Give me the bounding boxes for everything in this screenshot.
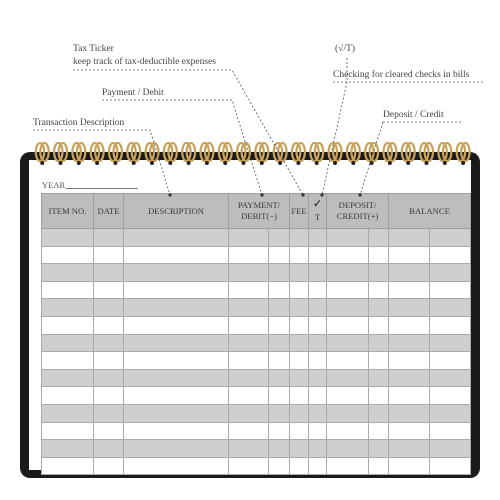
spiral-ring [457,143,470,165]
table-cell[interactable] [309,299,327,317]
table-cell[interactable] [229,264,269,282]
table-cell[interactable] [94,264,124,282]
spiral-ring [255,143,268,165]
table-cell[interactable] [327,457,369,475]
table-cell[interactable] [309,422,327,440]
spiral-ring [274,143,287,165]
table-cell[interactable] [269,229,290,247]
table-cell[interactable] [430,404,471,422]
table-cell[interactable] [369,229,389,247]
header-date: DATE [94,194,124,229]
table-row [42,422,471,440]
table-row [42,440,471,458]
table-cell[interactable] [327,404,369,422]
table-cell[interactable] [42,264,94,282]
header-payment-line2: DEBIT(−) [241,211,277,221]
table-row [42,299,471,317]
table-cell[interactable] [269,352,290,370]
table-cell[interactable] [327,440,369,458]
table-cell[interactable] [389,387,430,405]
table-cell[interactable] [269,404,290,422]
table-cell[interactable] [430,334,471,352]
table-cell[interactable] [327,281,369,299]
table-cell[interactable] [389,264,430,282]
table-row [42,352,471,370]
table-cell[interactable] [229,440,269,458]
table-cell[interactable] [309,229,327,247]
table-cell[interactable] [229,246,269,264]
table-cell[interactable] [369,281,389,299]
table-cell[interactable] [430,352,471,370]
table-cell[interactable] [290,440,309,458]
table-cell[interactable] [269,316,290,334]
spiral-ring [182,143,195,165]
header-balance: BALANCE [389,194,471,229]
table-cell[interactable] [42,440,94,458]
table-cell[interactable] [290,281,309,299]
tax-ticker-title: Tax Ticker [73,44,114,54]
table-cell[interactable] [290,334,309,352]
table-cell[interactable] [290,246,309,264]
table-cell[interactable] [269,281,290,299]
table-cell[interactable] [94,404,124,422]
table-cell[interactable] [389,457,430,475]
table-cell[interactable] [94,281,124,299]
table-cell[interactable] [369,387,389,405]
table-cell[interactable] [42,422,94,440]
table-cell[interactable] [229,334,269,352]
spiral-ring [292,143,305,165]
table-row [42,369,471,387]
table-cell[interactable] [290,369,309,387]
spiral-ring [36,143,49,165]
table-cell[interactable] [389,422,430,440]
table-cell[interactable] [94,299,124,317]
table-cell[interactable] [327,387,369,405]
table-cell[interactable] [94,352,124,370]
table-cell[interactable] [389,440,430,458]
cleared-checks-label: Checking for cleared checks in bills [333,70,470,80]
table-row [42,264,471,282]
table-cell[interactable] [290,229,309,247]
spiral-ring [365,143,378,165]
table-cell[interactable] [369,352,389,370]
payment-debit-label: Payment / Debit [102,88,164,98]
table-cell[interactable] [430,299,471,317]
header-payment-debit [229,194,290,229]
table-cell[interactable] [94,334,124,352]
table-cell[interactable] [389,246,430,264]
table-cell[interactable] [42,246,94,264]
spiral-ring [109,143,122,165]
table-cell[interactable] [369,404,389,422]
table-cell[interactable] [42,229,94,247]
table-cell[interactable] [389,334,430,352]
table-cell[interactable] [229,352,269,370]
table-cell[interactable] [229,387,269,405]
table-cell[interactable] [94,422,124,440]
table-cell[interactable] [389,404,430,422]
deposit-credit-label: Deposit / Credit [383,110,444,120]
table-cell[interactable] [430,316,471,334]
table-cell[interactable] [124,334,229,352]
table-cell[interactable] [327,246,369,264]
table-cell[interactable] [94,316,124,334]
header-description: DESCRIPTION [124,194,229,229]
table-cell[interactable] [309,281,327,299]
table-cell[interactable] [269,264,290,282]
transaction-description-label: Transaction Description [33,118,125,128]
table-row [42,387,471,405]
table-cell[interactable] [369,264,389,282]
table-cell[interactable] [124,229,229,247]
table-cell[interactable] [42,369,94,387]
table-cell[interactable] [430,440,471,458]
spiral-ring [402,143,415,165]
table-cell[interactable] [94,387,124,405]
table-cell[interactable] [309,457,327,475]
year-label: YEAR [42,180,66,190]
spiral-ring [420,143,433,165]
spiral-ring [219,143,232,165]
table-cell[interactable] [229,316,269,334]
year-input-line[interactable] [66,188,138,189]
table-cell[interactable] [269,369,290,387]
check-mark-icon: ✓ [312,198,323,210]
table-cell[interactable] [269,457,290,475]
header-item-no: ITEM NO. [42,194,94,229]
table-cell[interactable] [94,457,124,475]
spiral-binding [0,136,500,172]
check-symbol-label: (√/T) [335,44,355,54]
table-cell[interactable] [94,229,124,247]
spiral-ring [54,143,67,165]
table-cell[interactable] [229,299,269,317]
table-cell[interactable] [42,281,94,299]
table-cell[interactable] [42,316,94,334]
table-cell[interactable] [229,422,269,440]
table-cell[interactable] [430,281,471,299]
table-cell[interactable] [327,229,369,247]
spiral-ring [384,143,397,165]
table-cell[interactable] [290,404,309,422]
tax-ticker-description: keep track of tax-deductible expenses [73,57,216,67]
table-cell[interactable] [124,440,229,458]
table-header-row [42,194,471,229]
table-cell[interactable] [94,246,124,264]
table-row [42,404,471,422]
table-cell[interactable] [94,440,124,458]
table-cell[interactable] [430,422,471,440]
table-cell[interactable] [389,281,430,299]
table-cell[interactable] [309,387,327,405]
table-cell[interactable] [309,246,327,264]
table-cell[interactable] [124,457,229,475]
table-cell[interactable] [94,369,124,387]
table-cell[interactable] [269,440,290,458]
table-cell[interactable] [124,422,229,440]
table-cell[interactable] [229,281,269,299]
table-cell[interactable] [269,334,290,352]
table-cell[interactable] [229,404,269,422]
table-cell[interactable] [290,299,309,317]
table-cell[interactable] [369,422,389,440]
table-cell[interactable] [229,369,269,387]
table-cell[interactable] [430,387,471,405]
table-cell[interactable] [42,352,94,370]
spiral-ring [91,143,104,165]
table-cell[interactable] [369,334,389,352]
table-cell[interactable] [42,299,94,317]
header-deposit-credit [327,194,389,229]
table-cell[interactable] [369,457,389,475]
table-row [42,229,471,247]
table-cell[interactable] [42,404,94,422]
table-cell[interactable] [290,264,309,282]
table-cell[interactable] [430,229,471,247]
table-row [42,281,471,299]
spiral-ring [72,143,85,165]
table-cell[interactable] [327,264,369,282]
table-cell[interactable] [369,440,389,458]
table-cell[interactable] [389,316,430,334]
table-cell[interactable] [290,457,309,475]
table-cell[interactable] [389,369,430,387]
table-cell[interactable] [369,246,389,264]
table-cell[interactable] [369,299,389,317]
table-cell[interactable] [369,369,389,387]
table-cell[interactable] [290,422,309,440]
header-payment-line1: PAYMENT/ [237,200,281,210]
header-deposit-line1: DEPOSIT/ [338,200,377,210]
table-cell[interactable] [290,387,309,405]
header-fee: FEE [290,194,309,229]
table-cell[interactable] [269,246,290,264]
table-cell[interactable] [369,316,389,334]
table-cell[interactable] [269,422,290,440]
table-row [42,316,471,334]
spiral-ring [438,143,451,165]
table-cell[interactable] [124,316,229,334]
table-cell[interactable] [124,352,229,370]
table-cell[interactable] [290,352,309,370]
table-cell[interactable] [269,387,290,405]
spiral-ring [127,143,140,165]
table-cell[interactable] [124,264,229,282]
spiral-ring [237,143,250,165]
table-row [42,334,471,352]
table-cell[interactable] [124,299,229,317]
table-cell[interactable] [42,334,94,352]
spiral-ring [201,143,214,165]
table-cell[interactable] [389,299,430,317]
table-cell[interactable] [309,404,327,422]
table-cell[interactable] [309,352,327,370]
check-register-table [41,193,471,475]
spiral-ring [310,143,323,165]
table-cell[interactable] [327,422,369,440]
table-cell[interactable] [124,404,229,422]
spiral-ring [164,143,177,165]
table-cell[interactable] [124,281,229,299]
table-cell[interactable] [124,387,229,405]
table-cell[interactable] [430,369,471,387]
table-cell[interactable] [327,316,369,334]
header-check-t [309,194,327,229]
table-cell[interactable] [327,334,369,352]
table-cell[interactable] [229,457,269,475]
table-cell[interactable] [389,229,430,247]
table-cell[interactable] [229,229,269,247]
table-cell[interactable] [430,246,471,264]
table-cell[interactable] [327,352,369,370]
table-cell[interactable] [309,440,327,458]
table-cell[interactable] [124,369,229,387]
header-t: T [314,212,321,222]
table-cell[interactable] [389,352,430,370]
table-cell[interactable] [327,299,369,317]
table-cell[interactable] [269,299,290,317]
table-cell[interactable] [309,369,327,387]
table-cell[interactable] [430,457,471,475]
header-deposit-line2: CREDIT(+) [336,211,379,221]
table-cell[interactable] [309,264,327,282]
table-cell[interactable] [327,369,369,387]
spiral-ring [347,143,360,165]
spiral-ring [146,143,159,165]
table-cell[interactable] [290,316,309,334]
table-row [42,457,471,475]
table-cell[interactable] [42,457,94,475]
table-row [42,246,471,264]
table-cell[interactable] [124,246,229,264]
table-cell[interactable] [309,316,327,334]
spiral-ring [329,143,342,165]
table-cell[interactable] [430,264,471,282]
table-cell[interactable] [42,387,94,405]
table-cell[interactable] [309,334,327,352]
